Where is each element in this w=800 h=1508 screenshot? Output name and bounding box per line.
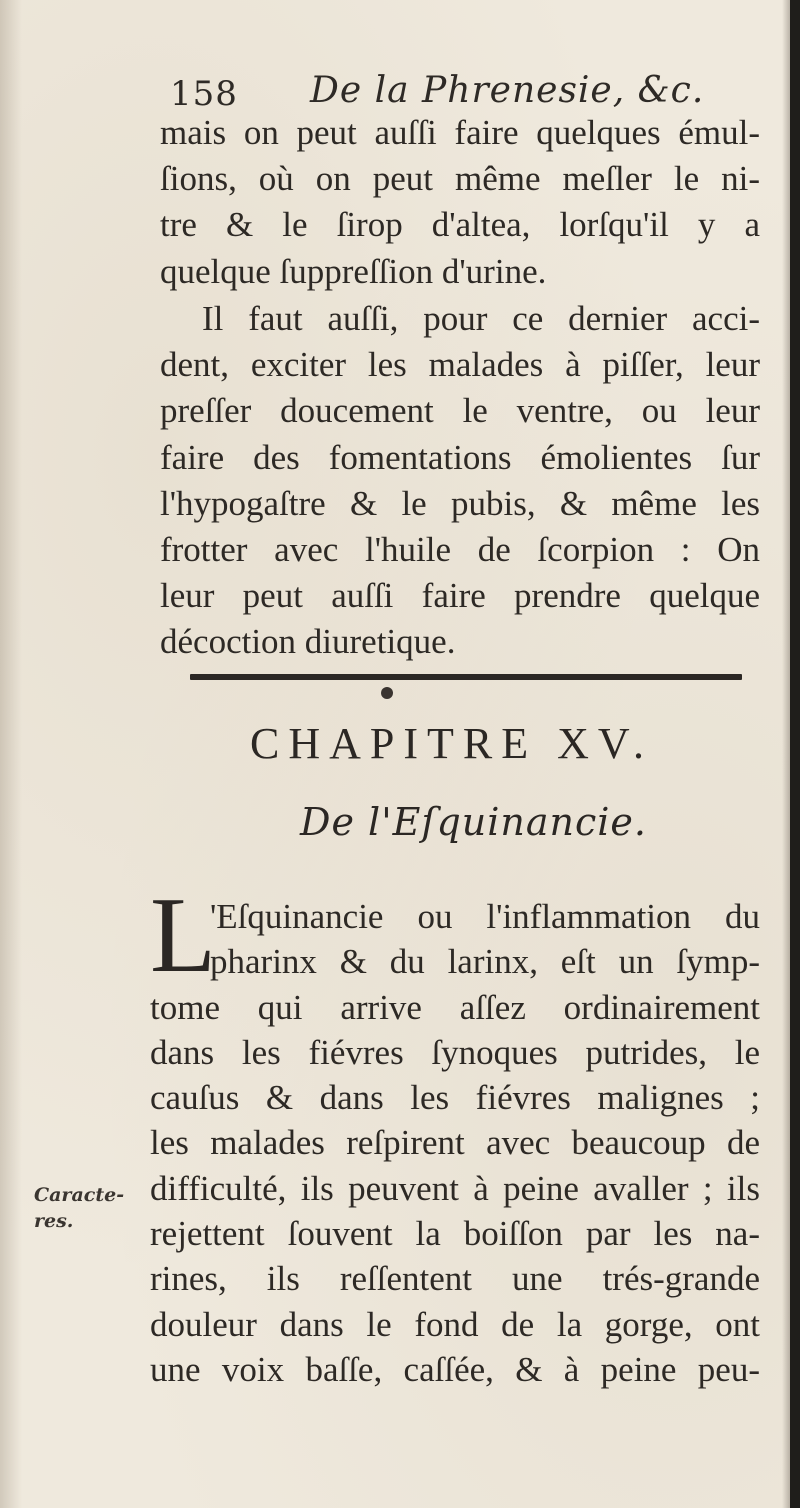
text-line: quelque ſuppreſſion d'urine.: [160, 251, 547, 291]
text-line: décoction diuretique.: [160, 622, 456, 662]
text-line: ſions, où on peut même meſler le ni-: [160, 159, 760, 199]
text-line: frotter avec l'huile de ſcorpion : On: [160, 530, 760, 570]
chapter-heading: CHAPITRE XV.: [250, 719, 654, 768]
text-line: rines, ils reſſentent une trés-grande: [150, 1259, 760, 1299]
chapter-subtitle: De l'Eſquinancie.: [300, 800, 647, 844]
paragraph-accident: [160, 296, 760, 666]
running-title: De la Phrenesie, &c.: [310, 70, 705, 111]
chapter-divider-rule: [190, 674, 742, 680]
text-line: douleur dans le fond de la gorge, ont: [150, 1304, 760, 1344]
text-line: 'Eſquinancie ou l'inflammation du: [210, 897, 760, 936]
divider-ornament-dot: [381, 687, 393, 699]
text-line: rejettent ſouvent la boiſſon par les na-: [150, 1214, 760, 1254]
page-number: 158: [170, 74, 238, 114]
text-line: pharinx & du larinx, eſt un ſymp-: [210, 942, 760, 982]
text-line: faire des fomentations émolientes ſur: [160, 437, 760, 477]
page-spine-shadow: [0, 0, 22, 1508]
text-line: tre & le ſirop d'altea, lorſqu'il y a: [160, 205, 760, 245]
text-line: preſſer doucement le ventre, ou leur: [160, 391, 760, 431]
text-line: dans les fiévres ſynoques putrides, le: [150, 1032, 760, 1072]
text-line: une voix baſſe, caſſée, & à peine peu-: [150, 1349, 760, 1389]
text-line: l'hypogaſtre & le pubis, & même les: [160, 483, 760, 523]
text-line: Il faut auſſi, pour ce dernier acci-: [202, 299, 760, 338]
margin-note-line: Caracte-: [34, 1184, 125, 1206]
margin-note-line: res.: [34, 1210, 74, 1232]
text-line: cauſus & dans les fiévres malignes ;: [150, 1078, 760, 1118]
margin-note: [34, 1182, 134, 1234]
chapter-paragraph: [150, 894, 760, 1392]
text-line: tome qui arrive aſſez ordinairement: [150, 987, 760, 1027]
text-line: dent, exciter les malades à piſſer, leur: [160, 345, 760, 385]
text-line: difficulté, ils peuvent à peine avaller ; ils: [150, 1168, 760, 1208]
drop-cap: L: [150, 876, 216, 995]
text-line: les malades reſpirent avec beaucoup de: [150, 1123, 760, 1163]
text-line: mais on peut auſſi faire quelques émul-: [160, 113, 760, 152]
text-line: leur peut auſſi faire prendre quelque: [160, 576, 760, 616]
paragraph-continuation: [160, 110, 760, 295]
page-edge-shadow: [782, 0, 790, 1508]
